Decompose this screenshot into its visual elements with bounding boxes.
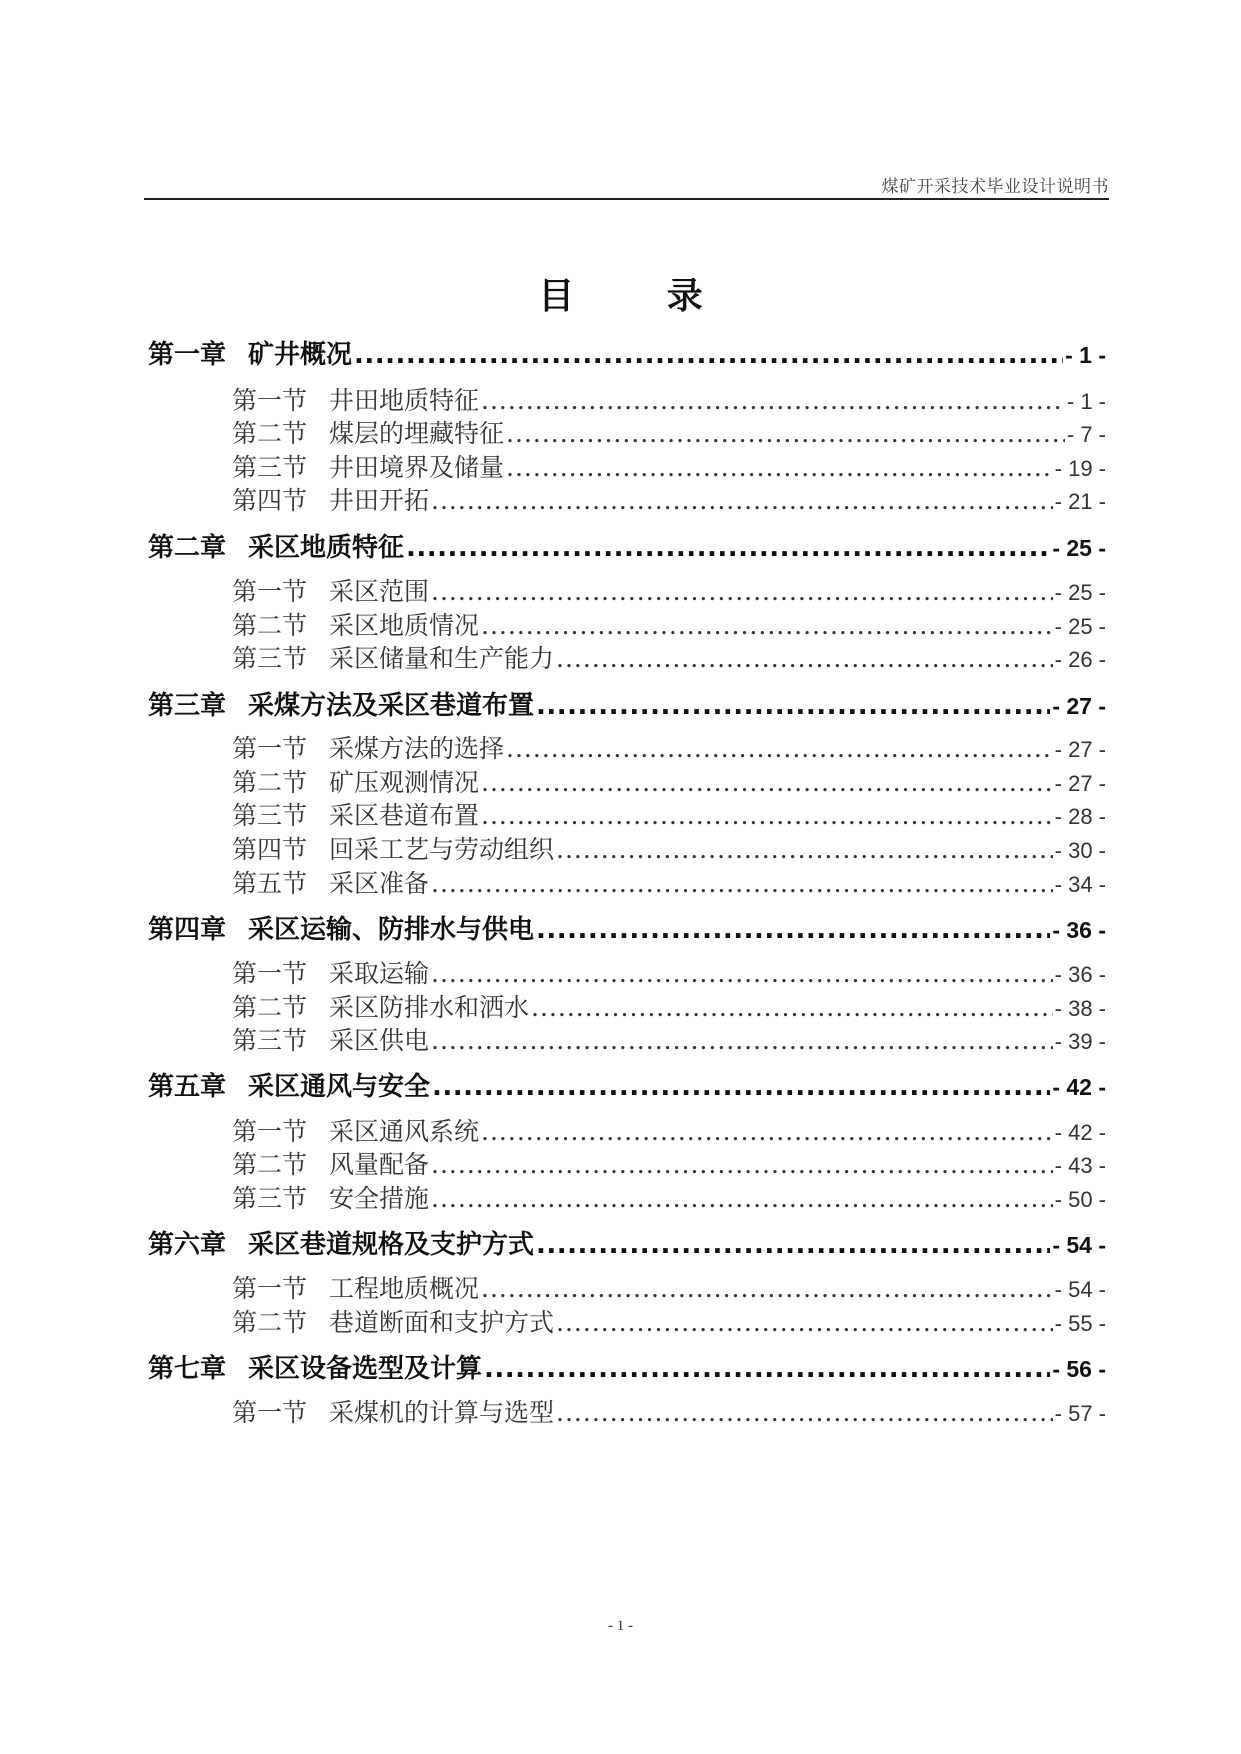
entry-title: 采区防排水和洒水 xyxy=(329,993,530,1022)
entry-title: 采区范围 xyxy=(329,577,430,606)
entry-page-number: - 7 - xyxy=(1066,422,1106,447)
dot-leader xyxy=(431,486,1053,515)
toc-section-entry[interactable] xyxy=(232,1393,1106,1429)
entry-number: 第一节 xyxy=(232,1117,308,1146)
entry-number: 第四节 xyxy=(232,486,308,515)
entry-number: 第一节 xyxy=(232,1398,308,1427)
entry-number: 第二节 xyxy=(232,768,308,797)
entry-page-number: - 55 - xyxy=(1054,1311,1106,1336)
toc-chapter-entry[interactable] xyxy=(148,1066,1106,1103)
dot-leader xyxy=(431,869,1053,898)
dot-leader xyxy=(431,1150,1053,1179)
entry-page-number: - 25 - xyxy=(1054,580,1106,605)
entry-title: 安全措施 xyxy=(329,1184,430,1213)
entry-title: 采区巷道规格及支护方式 xyxy=(248,1230,535,1260)
dot-leader xyxy=(431,1184,1053,1213)
entry-page-number: - 36 - xyxy=(1054,962,1106,987)
entry-number: 第五章 xyxy=(148,1072,227,1102)
toc-section-entry[interactable] xyxy=(232,830,1106,866)
toc-title: 目 录 xyxy=(538,276,743,317)
entry-number: 第四节 xyxy=(232,835,308,864)
dot-leader xyxy=(531,993,1053,1022)
entry-number: 第六章 xyxy=(148,1230,227,1260)
entry-number: 第二节 xyxy=(232,611,308,640)
toc-chapter-entry[interactable] xyxy=(148,1224,1106,1261)
page-footer: - 1 - xyxy=(608,1618,633,1634)
entry-title: 采区地质情况 xyxy=(329,611,480,640)
entry-title: 采区巷道布置 xyxy=(329,801,480,830)
entry-page-number: - 39 - xyxy=(1054,1029,1106,1054)
toc-chapter-entry[interactable] xyxy=(148,527,1106,564)
entry-page-number: - 50 - xyxy=(1054,1187,1106,1212)
entry-title: 采区运输、防排水与供电 xyxy=(248,915,535,945)
entry-page-number: - 1 - xyxy=(1066,389,1106,414)
entry-number: 第四章 xyxy=(148,915,227,945)
entry-title: 采煤机的计算与选型 xyxy=(329,1398,555,1427)
entry-number: 第一节 xyxy=(232,1274,308,1303)
entry-page-number: - 27 - xyxy=(1054,771,1106,796)
entry-number: 第三节 xyxy=(232,1184,308,1213)
dot-leader xyxy=(484,1354,1050,1384)
dot-leader xyxy=(556,835,1053,864)
dot-leader xyxy=(431,1026,1053,1055)
toc-section-entry[interactable] xyxy=(232,1112,1106,1148)
toc-section-entry[interactable] xyxy=(232,606,1106,642)
entry-number: 第一节 xyxy=(232,959,308,988)
dot-leader xyxy=(506,419,1065,448)
entry-number: 第二节 xyxy=(232,1308,308,1337)
dot-leader xyxy=(506,453,1053,482)
entry-number: 第二章 xyxy=(148,533,227,563)
entry-page-number: - 30 - xyxy=(1054,838,1106,863)
dot-leader xyxy=(432,1072,1050,1102)
entry-title: 采区储量和生产能力 xyxy=(329,644,555,673)
entry-page-number: - 54 - xyxy=(1052,1232,1106,1258)
entry-page-number: - 43 - xyxy=(1054,1153,1106,1178)
entry-page-number: - 25 - xyxy=(1054,614,1106,639)
entry-title: 井田境界及储量 xyxy=(329,453,505,482)
entry-title: 采煤方法及采区巷道布置 xyxy=(248,691,535,721)
entry-number: 第三章 xyxy=(148,691,227,721)
dot-leader xyxy=(536,915,1050,945)
toc-section-entry[interactable] xyxy=(232,481,1106,517)
dot-leader xyxy=(406,533,1050,563)
toc-section-entry[interactable] xyxy=(232,954,1106,990)
entry-title: 采区准备 xyxy=(329,869,430,898)
entry-page-number: - 34 - xyxy=(1054,872,1106,897)
dot-leader xyxy=(536,691,1050,721)
entry-number: 第五节 xyxy=(232,869,308,898)
entry-number: 第三节 xyxy=(232,1026,308,1055)
entry-title: 井田开拓 xyxy=(329,486,430,515)
entry-title: 回采工艺与劳动组织 xyxy=(329,835,555,864)
toc-chapter-entry[interactable] xyxy=(148,1348,1106,1385)
entry-number: 第一节 xyxy=(232,386,308,415)
toc-section-entry[interactable] xyxy=(232,639,1106,675)
toc-section-entry[interactable] xyxy=(232,988,1106,1024)
dot-leader xyxy=(481,1117,1053,1146)
entry-page-number: - 25 - xyxy=(1052,535,1106,561)
entry-page-number: - 42 - xyxy=(1052,1074,1106,1100)
header-text: 煤矿开采技术毕业设计说明书 xyxy=(881,177,1109,197)
toc-chapter-entry[interactable] xyxy=(148,685,1106,722)
toc-section-entry[interactable] xyxy=(232,1021,1106,1057)
entry-page-number: - 56 - xyxy=(1052,1356,1106,1382)
toc-section-entry[interactable] xyxy=(232,1269,1106,1305)
toc-chapter-entry[interactable] xyxy=(148,334,1106,371)
entry-page-number: - 36 - xyxy=(1052,917,1106,943)
toc-section-entry[interactable] xyxy=(232,1145,1106,1181)
entry-page-number: - 28 - xyxy=(1054,804,1106,829)
entry-title: 采区供电 xyxy=(329,1026,430,1055)
dot-leader xyxy=(481,801,1053,830)
dot-leader xyxy=(506,734,1053,763)
entry-number: 第一节 xyxy=(232,734,308,763)
dot-leader xyxy=(481,611,1053,640)
dot-leader xyxy=(354,340,1063,370)
toc-section-entry[interactable] xyxy=(232,763,1106,799)
entry-number: 第七章 xyxy=(148,1354,227,1384)
toc-section-entry[interactable] xyxy=(232,729,1106,765)
entry-page-number: - 19 - xyxy=(1054,456,1106,481)
entry-page-number: - 57 - xyxy=(1054,1401,1106,1426)
entry-number: 第二节 xyxy=(232,993,308,1022)
toc-section-entry[interactable] xyxy=(232,448,1106,484)
entry-page-number: - 27 - xyxy=(1054,737,1106,762)
dot-leader xyxy=(556,644,1053,673)
toc-section-entry[interactable] xyxy=(232,381,1106,417)
toc-chapter-entry[interactable] xyxy=(148,909,1106,946)
toc-section-entry[interactable] xyxy=(232,572,1106,608)
dot-leader xyxy=(556,1308,1053,1337)
entry-title: 巷道断面和支护方式 xyxy=(329,1308,555,1337)
entry-number: 第一章 xyxy=(148,340,227,370)
entry-title: 采区设备选型及计算 xyxy=(248,1354,483,1384)
dot-leader xyxy=(481,386,1065,415)
entry-title: 矿井概况 xyxy=(248,340,353,370)
toc-section-entry[interactable] xyxy=(232,1179,1106,1215)
entry-number: 第三节 xyxy=(232,801,308,830)
entry-number: 第三节 xyxy=(232,453,308,482)
dot-leader xyxy=(431,577,1053,606)
entry-number: 第二节 xyxy=(232,1150,308,1179)
entry-title: 采取运输 xyxy=(329,959,430,988)
toc-section-entry[interactable] xyxy=(232,414,1106,450)
entry-title: 采区地质特征 xyxy=(248,533,405,563)
dot-leader xyxy=(536,1230,1050,1260)
toc-section-entry[interactable] xyxy=(232,864,1106,900)
entry-number: 第二节 xyxy=(232,419,308,448)
dot-leader xyxy=(481,1274,1053,1303)
dot-leader xyxy=(431,959,1053,988)
entry-page-number: - 1 - xyxy=(1065,342,1106,368)
entry-title: 采区通风系统 xyxy=(329,1117,480,1146)
toc-section-entry[interactable] xyxy=(232,1303,1106,1339)
entry-title: 工程地质概况 xyxy=(329,1274,480,1303)
page-header xyxy=(144,170,1109,200)
entry-title: 采煤方法的选择 xyxy=(329,734,505,763)
entry-page-number: - 26 - xyxy=(1054,647,1106,672)
entry-page-number: - 21 - xyxy=(1054,489,1106,514)
toc-section-entry[interactable] xyxy=(232,796,1106,832)
entry-title: 采区通风与安全 xyxy=(248,1072,431,1102)
entry-page-number: - 42 - xyxy=(1054,1120,1106,1145)
dot-leader xyxy=(481,768,1053,797)
entry-title: 矿压观测情况 xyxy=(329,768,480,797)
entry-title: 煤层的埋藏特征 xyxy=(329,419,505,448)
entry-title: 井田地质特征 xyxy=(329,386,480,415)
dot-leader xyxy=(556,1398,1053,1427)
entry-page-number: - 27 - xyxy=(1052,693,1106,719)
entry-title: 风量配备 xyxy=(329,1150,430,1179)
entry-page-number: - 38 - xyxy=(1054,996,1106,1021)
entry-page-number: - 54 - xyxy=(1054,1277,1106,1302)
entry-number: 第三节 xyxy=(232,644,308,673)
entry-number: 第一节 xyxy=(232,577,308,606)
